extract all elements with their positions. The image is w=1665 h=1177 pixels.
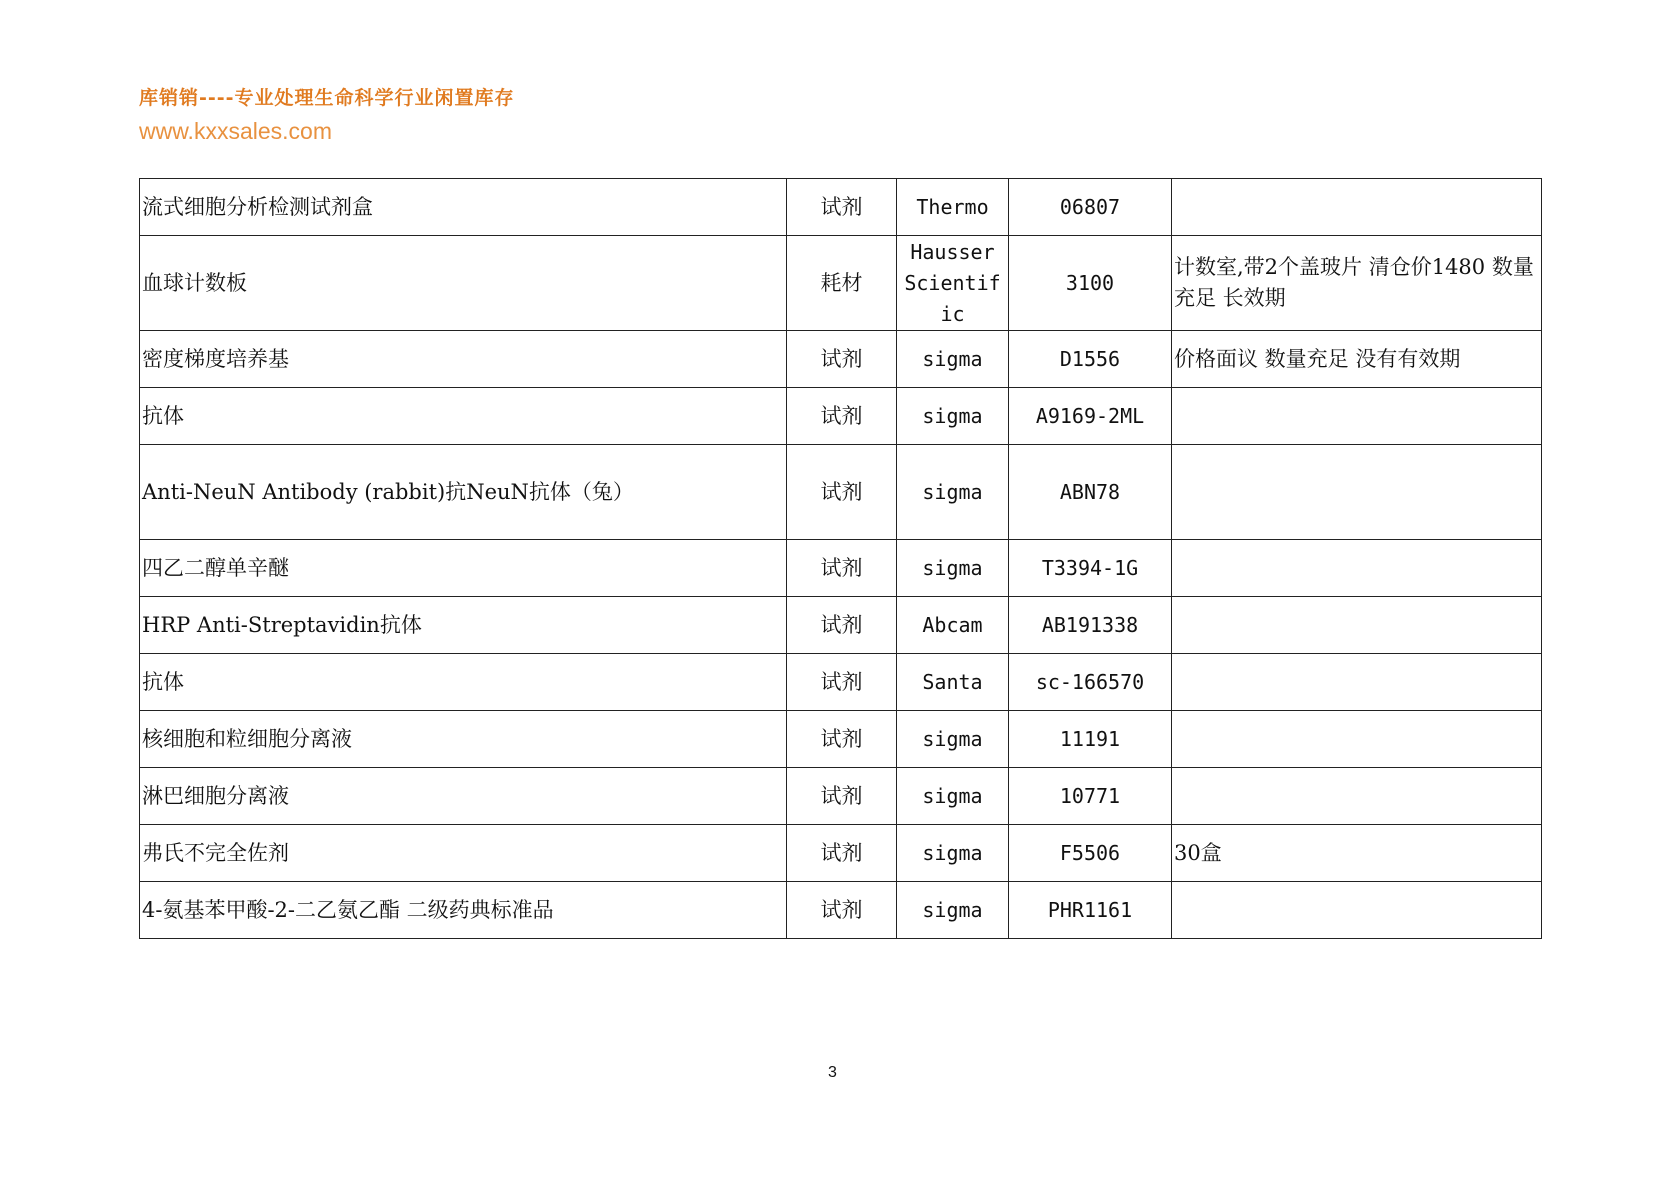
page-number: 3 bbox=[828, 1064, 837, 1081]
note-cell bbox=[1172, 540, 1542, 597]
table-row bbox=[140, 654, 1542, 711]
product-name-cell: 流式细胞分析检测试剂盒 bbox=[140, 179, 787, 236]
brand-cell: sigma bbox=[897, 540, 1009, 597]
note-cell bbox=[1172, 768, 1542, 825]
catalog-number-cell: 11191 bbox=[1009, 711, 1172, 768]
note-cell bbox=[1172, 597, 1542, 654]
brand-cell: sigma bbox=[897, 331, 1009, 388]
brand-cell: sigma bbox=[897, 768, 1009, 825]
catalog-number-cell: D1556 bbox=[1009, 331, 1172, 388]
catalog-number-cell: 3100 bbox=[1009, 236, 1172, 331]
brand-cell: Hausser Scientific bbox=[897, 236, 1009, 331]
catalog-number-cell: AB191338 bbox=[1009, 597, 1172, 654]
product-type-cell: 试剂 bbox=[787, 597, 897, 654]
catalog-number-cell: A9169-2ML bbox=[1009, 388, 1172, 445]
catalog-number-cell: PHR1161 bbox=[1009, 882, 1172, 939]
product-name-cell: 弗氏不完全佐剂 bbox=[140, 825, 787, 882]
note-cell bbox=[1172, 388, 1542, 445]
table-row bbox=[140, 388, 1542, 445]
table-row bbox=[140, 825, 1542, 882]
header-title: 库销销----专业处理生命科学行业闲置库存 bbox=[139, 87, 515, 109]
table-row bbox=[140, 445, 1542, 540]
table-row bbox=[140, 711, 1542, 768]
note-cell: 价格面议 数量充足 没有有效期 bbox=[1172, 331, 1542, 388]
note-cell bbox=[1172, 711, 1542, 768]
document-header bbox=[139, 86, 515, 146]
note-cell bbox=[1172, 882, 1542, 939]
table-row bbox=[140, 179, 1542, 236]
brand-cell: sigma bbox=[897, 388, 1009, 445]
product-type-cell: 试剂 bbox=[787, 654, 897, 711]
inventory-table bbox=[139, 178, 1542, 939]
note-cell: 30盒 bbox=[1172, 825, 1542, 882]
product-name-cell: 血球计数板 bbox=[140, 236, 787, 331]
note-cell: 计数室,带2个盖玻片 清仓价1480 数量充足 长效期 bbox=[1172, 236, 1542, 331]
product-type-cell: 试剂 bbox=[787, 331, 897, 388]
product-name-cell: 抗体 bbox=[140, 388, 787, 445]
table-row bbox=[140, 236, 1542, 331]
catalog-number-cell: ABN78 bbox=[1009, 445, 1172, 540]
header-url: www.kxxsales.com bbox=[139, 118, 332, 144]
product-name-cell: 4-氨基苯甲酸-2-二乙氨乙酯 二级药典标准品 bbox=[140, 882, 787, 939]
product-type-cell: 试剂 bbox=[787, 711, 897, 768]
note-cell bbox=[1172, 445, 1542, 540]
catalog-number-cell: T3394-1G bbox=[1009, 540, 1172, 597]
product-type-cell: 耗材 bbox=[787, 236, 897, 331]
product-name-cell: 密度梯度培养基 bbox=[140, 331, 787, 388]
product-type-cell: 试剂 bbox=[787, 445, 897, 540]
product-type-cell: 试剂 bbox=[787, 882, 897, 939]
product-name-cell: 核细胞和粒细胞分离液 bbox=[140, 711, 787, 768]
note-cell bbox=[1172, 654, 1542, 711]
product-name-cell: 四乙二醇单辛醚 bbox=[140, 540, 787, 597]
product-name-cell: HRP Anti-Streptavidin抗体 bbox=[140, 597, 787, 654]
product-name-cell: Anti-NeuN Antibody (rabbit)抗NeuN抗体（兔） bbox=[140, 445, 787, 540]
brand-cell: sigma bbox=[897, 825, 1009, 882]
brand-cell: sigma bbox=[897, 711, 1009, 768]
catalog-number-cell: sc-166570 bbox=[1009, 654, 1172, 711]
product-type-cell: 试剂 bbox=[787, 768, 897, 825]
brand-cell: Thermo bbox=[897, 179, 1009, 236]
table-row bbox=[140, 768, 1542, 825]
product-type-cell: 试剂 bbox=[787, 825, 897, 882]
table-row bbox=[140, 882, 1542, 939]
note-cell bbox=[1172, 179, 1542, 236]
brand-cell: Santa bbox=[897, 654, 1009, 711]
catalog-number-cell: 10771 bbox=[1009, 768, 1172, 825]
brand-cell: sigma bbox=[897, 445, 1009, 540]
table-row bbox=[140, 597, 1542, 654]
brand-cell: sigma bbox=[897, 882, 1009, 939]
product-type-cell: 试剂 bbox=[787, 388, 897, 445]
product-name-cell: 淋巴细胞分离液 bbox=[140, 768, 787, 825]
brand-cell: Abcam bbox=[897, 597, 1009, 654]
table-row bbox=[140, 540, 1542, 597]
product-type-cell: 试剂 bbox=[787, 179, 897, 236]
product-name-cell: 抗体 bbox=[140, 654, 787, 711]
catalog-number-cell: 06807 bbox=[1009, 179, 1172, 236]
product-type-cell: 试剂 bbox=[787, 540, 897, 597]
catalog-number-cell: F5506 bbox=[1009, 825, 1172, 882]
table-row bbox=[140, 331, 1542, 388]
